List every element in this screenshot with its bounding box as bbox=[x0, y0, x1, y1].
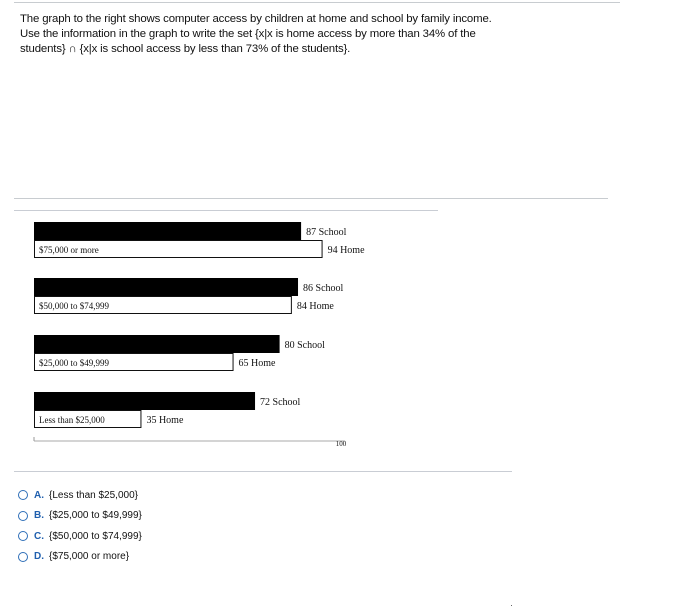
choice-a[interactable] bbox=[18, 485, 142, 506]
radio-button-icon[interactable] bbox=[18, 511, 28, 521]
stray-dot bbox=[511, 605, 512, 606]
category-label: Less than $25,000 bbox=[39, 415, 105, 425]
home-data-label: 65 Home bbox=[238, 358, 276, 369]
category-label: $25,000 to $49,999 bbox=[39, 358, 110, 368]
radio-button-icon[interactable] bbox=[18, 531, 28, 541]
choice-letter: A. bbox=[34, 489, 44, 501]
answer-choices bbox=[18, 485, 142, 567]
school-bar bbox=[34, 335, 280, 353]
school-bar bbox=[34, 392, 255, 410]
radio-button-icon[interactable] bbox=[18, 552, 28, 562]
question-line-3: students} ∩ {x|x is school access by less than 73% of the students}. bbox=[20, 43, 351, 55]
chart-bottom-divider bbox=[14, 471, 512, 472]
question-line-2: Use the information in the graph to write the set {x|x is home access by more than 34% of the bbox=[20, 28, 476, 40]
school-bar bbox=[34, 222, 301, 240]
choice-letter: B. bbox=[34, 510, 44, 522]
x-axis-tick-label: 100 bbox=[335, 440, 347, 448]
category-label: $75,000 or more bbox=[39, 245, 99, 255]
school-data-label: 86 School bbox=[303, 283, 344, 294]
choice-text: {$50,000 to $74,999} bbox=[49, 530, 142, 542]
school-data-label: 87 School bbox=[306, 227, 347, 238]
home-data-label: 35 Home bbox=[146, 415, 184, 426]
radio-button-icon[interactable] bbox=[18, 490, 28, 500]
choice-b[interactable] bbox=[18, 506, 142, 527]
choice-text: {$75,000 or more} bbox=[49, 551, 130, 563]
choice-d[interactable] bbox=[18, 547, 142, 568]
choice-letter: C. bbox=[34, 530, 44, 542]
school-bar bbox=[34, 278, 298, 296]
question-line-1: The graph to the right shows computer access by children at home and school by family income. bbox=[20, 13, 492, 25]
school-data-label: 80 School bbox=[284, 340, 325, 351]
category-label: $50,000 to $74,999 bbox=[39, 301, 110, 311]
choice-text: {$25,000 to $49,999} bbox=[49, 510, 142, 522]
school-data-label: 72 School bbox=[260, 397, 301, 408]
choice-c[interactable] bbox=[18, 526, 142, 547]
home-data-label: 94 Home bbox=[327, 245, 365, 256]
choice-text: {Less than $25,000} bbox=[49, 489, 138, 501]
home-data-label: 84 Home bbox=[296, 301, 334, 312]
choice-letter: D. bbox=[34, 551, 44, 563]
